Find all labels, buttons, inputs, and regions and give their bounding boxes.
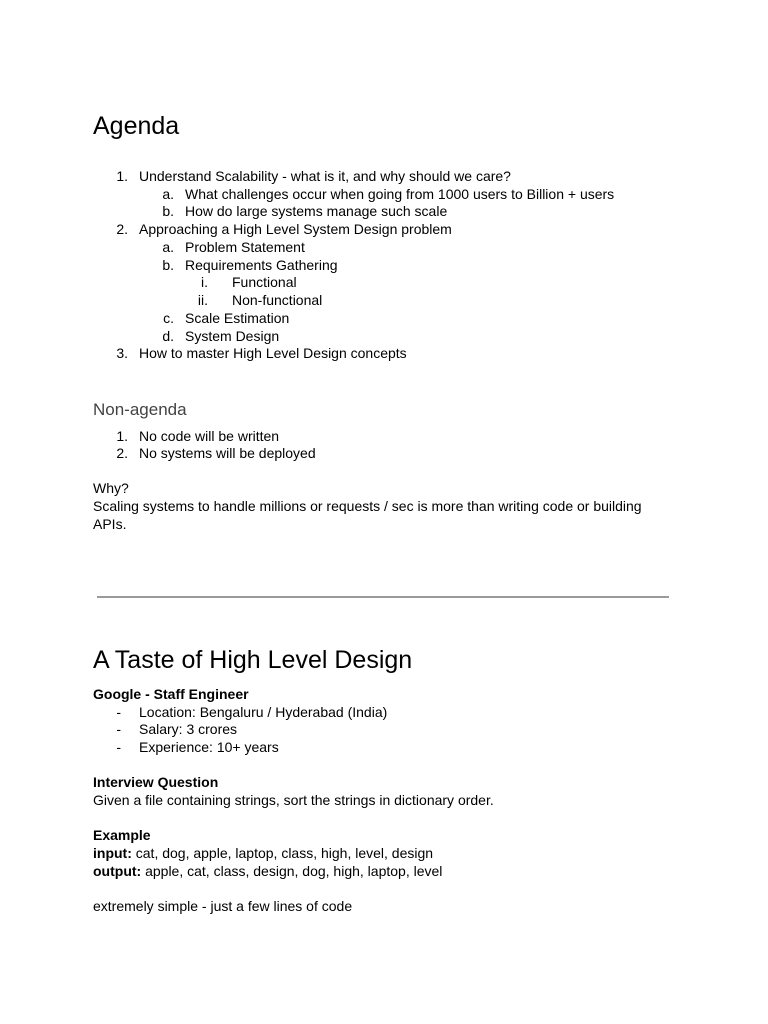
list-item-text: Salary: 3 crores bbox=[139, 721, 238, 737]
list-item-text: How do large systems manage such scale bbox=[185, 203, 448, 219]
example-input: input: cat, dog, apple, laptop, class, high, level, design bbox=[93, 845, 434, 861]
example-output: output: apple, cat, class, design, dog, high, laptop, level bbox=[93, 863, 443, 879]
why-answer-line1: Scaling systems to handle millions or requests / sec is more than writing code or building bbox=[93, 498, 642, 514]
list-item-text: Non-functional bbox=[232, 292, 323, 308]
list-item-text: Scale Estimation bbox=[185, 310, 290, 326]
list-item-text: How to master High Level Design concepts bbox=[139, 345, 407, 361]
list-marker: b. bbox=[162, 203, 174, 219]
list-marker: i. bbox=[201, 274, 208, 290]
list-item-text: Experience: 10+ years bbox=[139, 739, 279, 755]
list-item-text: Approaching a High Level System Design problem bbox=[139, 221, 452, 237]
list-marker: - bbox=[116, 739, 121, 755]
list-marker: 2. bbox=[116, 221, 128, 237]
list-item-text: Location: Bengaluru / Hyderabad (India) bbox=[139, 704, 388, 720]
list-item-text: Understand Scalability - what is it, and why should we care? bbox=[139, 168, 511, 184]
taste-title: A Taste of High Level Design bbox=[93, 646, 413, 674]
example-heading: Example bbox=[93, 827, 151, 843]
list-marker: - bbox=[116, 704, 121, 720]
interview-heading: Interview Question bbox=[93, 774, 219, 790]
list-item-text: What challenges occur when going from 1000 users to Billion + users bbox=[185, 186, 615, 202]
list-item-text: No code will be written bbox=[139, 428, 280, 444]
why-question: Why? bbox=[93, 480, 129, 496]
list-marker: 3. bbox=[116, 345, 128, 361]
list-item-text: Functional bbox=[232, 274, 297, 290]
list-item-text: Problem Statement bbox=[185, 239, 305, 255]
list-marker: d. bbox=[162, 328, 174, 344]
agenda-title: Agenda bbox=[93, 112, 180, 140]
list-marker: - bbox=[116, 721, 121, 737]
non-agenda-title: Non-agenda bbox=[93, 400, 187, 419]
list-marker: b. bbox=[162, 257, 174, 273]
interview-text: Given a file containing strings, sort the strings in dictionary order. bbox=[93, 792, 494, 808]
list-item-text: System Design bbox=[185, 328, 280, 344]
list-marker: a. bbox=[162, 186, 174, 202]
list-marker: 2. bbox=[116, 445, 128, 461]
list-marker: 1. bbox=[116, 428, 128, 444]
list-marker: 1. bbox=[116, 168, 128, 184]
list-marker: a. bbox=[162, 239, 174, 255]
list-item-text: Requirements Gathering bbox=[185, 257, 338, 273]
list-item-text: No systems will be deployed bbox=[139, 445, 316, 461]
list-marker: ii. bbox=[197, 292, 208, 308]
list-marker: c. bbox=[163, 310, 174, 326]
section-divider bbox=[97, 596, 669, 598]
why-answer-line2: APIs. bbox=[93, 516, 127, 532]
role-heading: Google - Staff Engineer bbox=[93, 686, 249, 702]
closing-text: extremely simple - just a few lines of code bbox=[93, 898, 353, 914]
